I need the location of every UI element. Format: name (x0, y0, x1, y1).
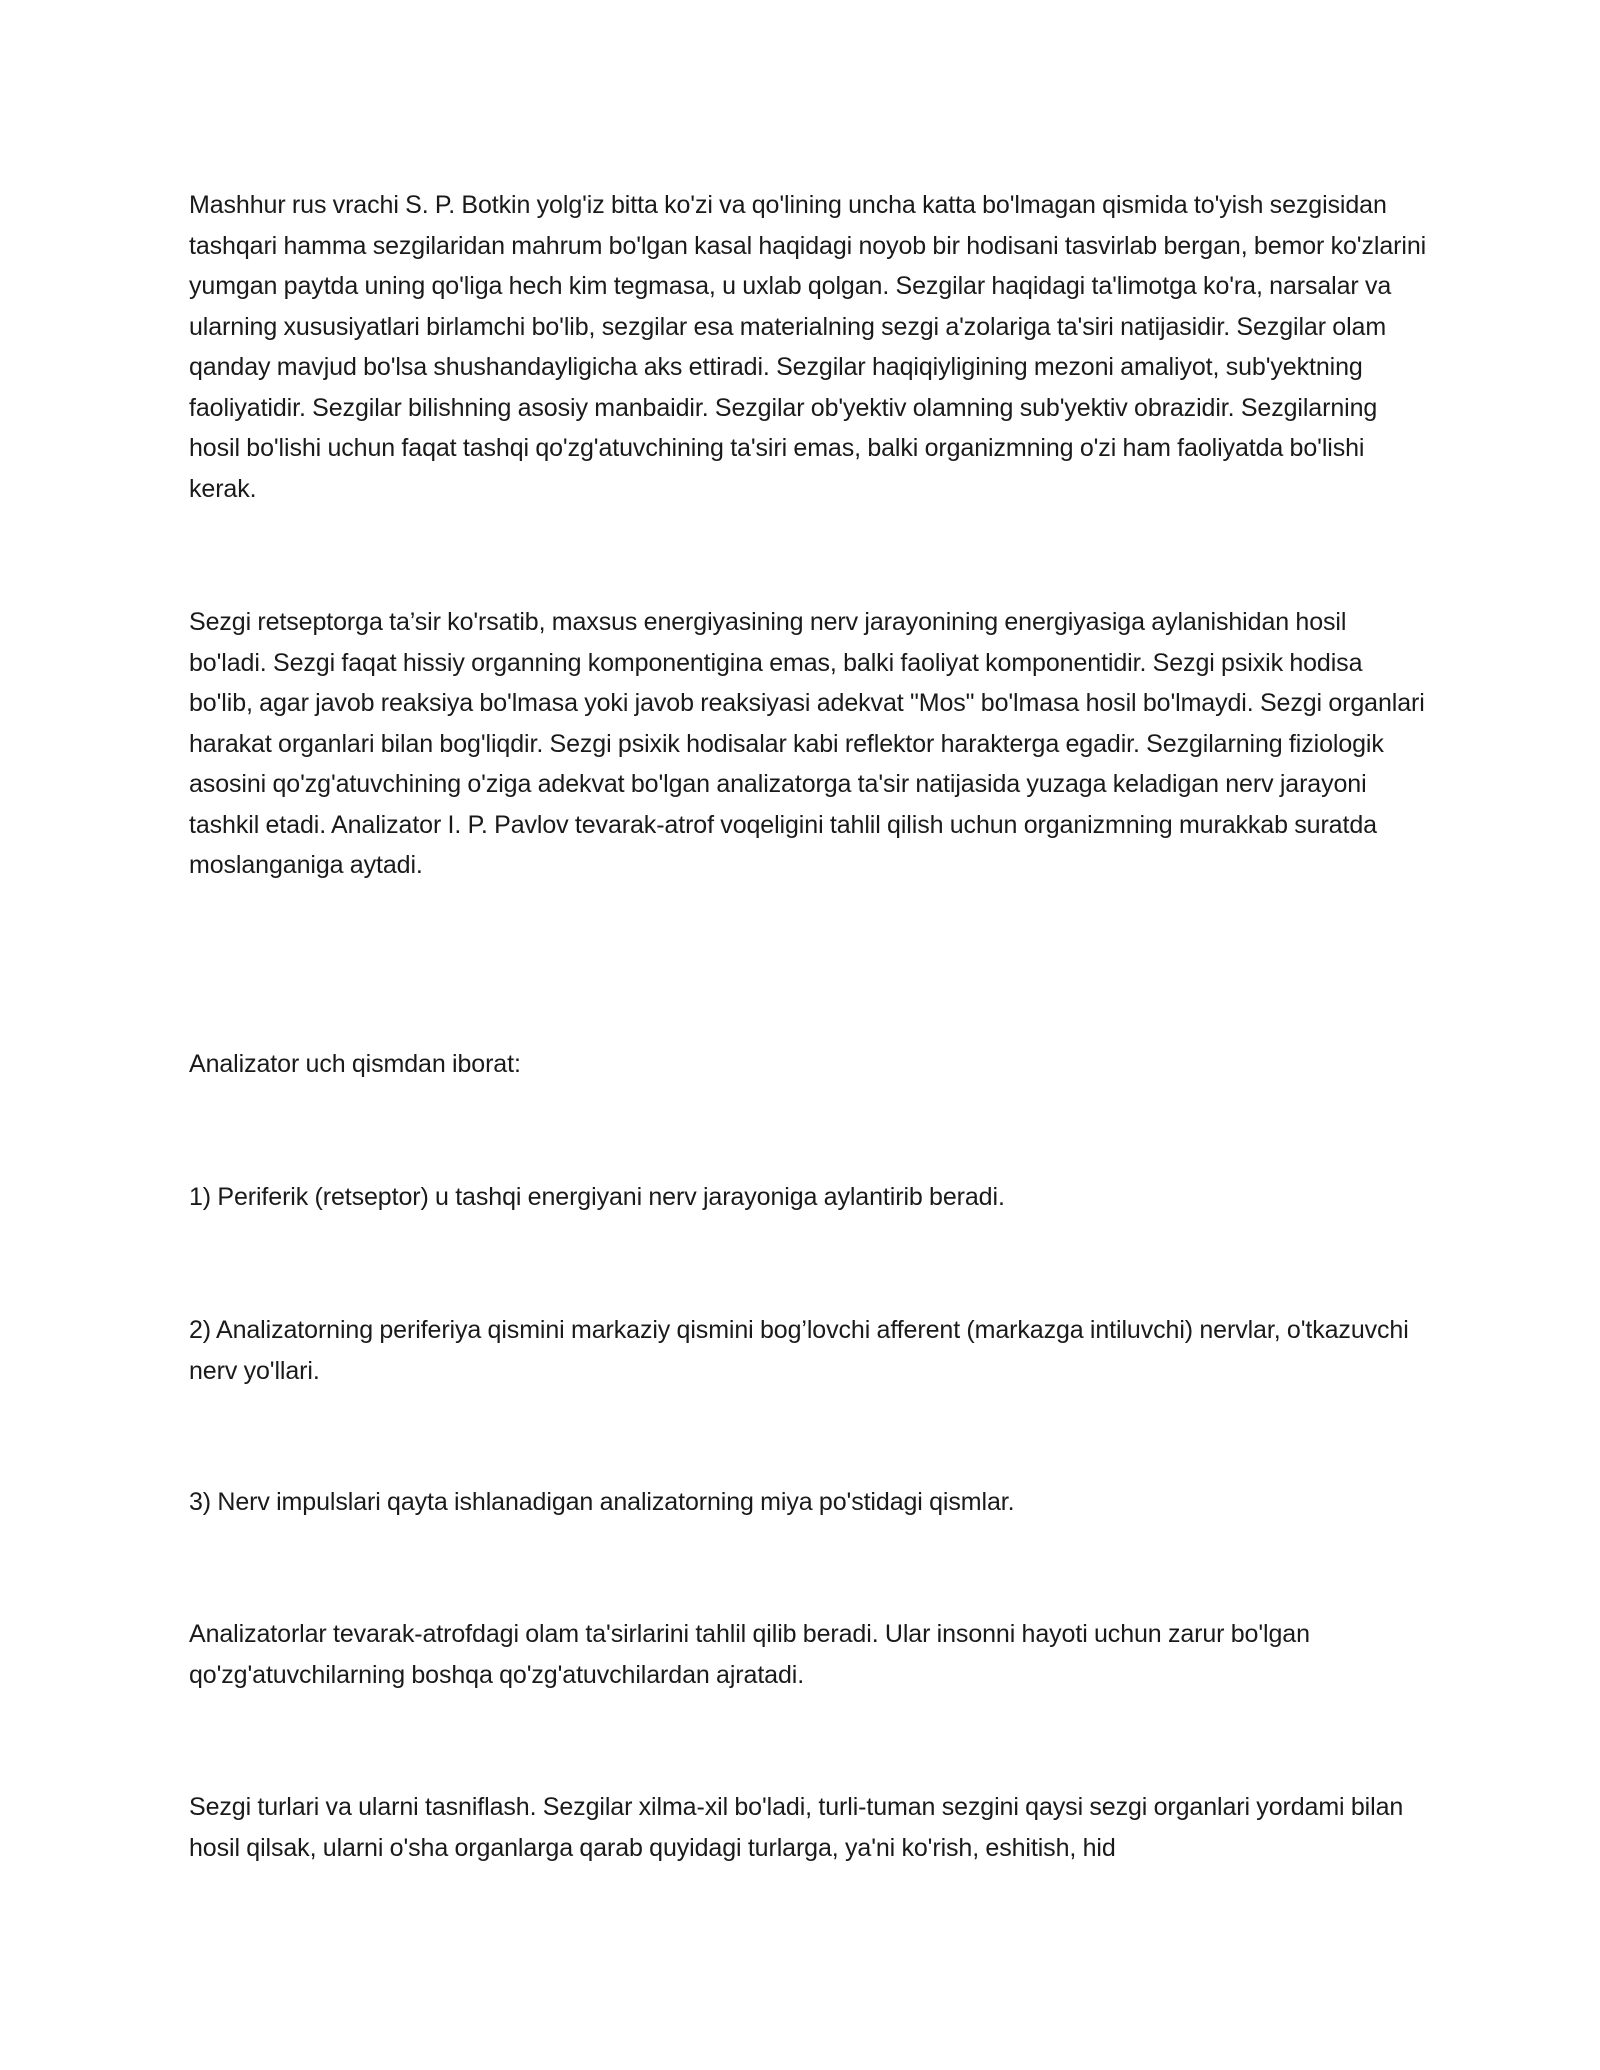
paragraph-analyzers-function: Analizatorlar tevarak-atrofdagi olam ta'sirlarini tahlil qilib beradi. Ular insonni hayoti uchun zarur bo'lgan qo'zg'atuvchilarning boshqa qo'zg'atuvchilardan ajratadi. (189, 1620, 1310, 1689)
list-item-cortex-parts: 3) Nerv impulslari qayta ishlanadigan analizatorning miya po'stidagi qismlar. (189, 1488, 1015, 1516)
paragraph-botkin-case: Mashhur rus vrachi S. P. Botkin yolg'iz bitta ko'zi va qo'lining uncha katta bo'lmagan qismida to'yish sezgisidan tashqari hamma sezgilaridan mahrum bo'lgan kasal haqidagi noyob bir hodisani tasvirlab bergan, bemor ko'zlarini yumgan paytda uning qo'liga hech kim tegmasa, u uxlab qolgan. Sezgilar haqidagi ta'limotga ko'ra, narsalar va ularning xususiyatlari birlamchi bo'lib, sezgilar esa materialning sezgi a'zolariga ta'siri natijasidir. Sezgilar olam qanday mavjud bo'lsa shushandayligicha aks ettiradi. Sezgilar haqiqiyligining mezoni amaliyot, sub'yektning faoliyatidir. Sezgilar bilishning asosiy manbaidir. Sezgilar ob'yektiv olamning sub'yektiv obrazidir. Sezgilarning hosil bo'lishi uchun faqat tashqi qo'zg'atuvchining ta'siri emas, balki organizmning o'zi ham faoliyatda bo'lishi kerak. (189, 191, 1427, 503)
paragraph-sensation-receptor: Sezgi retseptorga ta’sir ko'rsatib, maxsus energiyasining nerv jarayonining energiyasiga aylanishidan hosil bo'ladi. Sezgi faqat hissiy organning komponentigina emas, balki faoliyat komponentidir. Sezgi psixik hodisa bo'lib, agar javob reaksiya bo'lmasa yoki javob reaksiyasi adekvat "Mos" bo'lmasa hosil bo'lmaydi. Sezgi organlari harakat organlari bilan bog'liqdir. Sezgi psixik hodisalar kabi reflektor harakterga egadir. Sezgilarning fiziologik asosini qo'zg'atuvchining o'ziga adekvat bo'lgan analizatorga ta'sir natijasida yuzaga keladigan nerv jarayoni tashkil etadi. Analizator I. P. Pavlov tevarak-atrof voqeligini tahlil qilish uchun organizmning murakkab suratda moslanganiga aytadi. (189, 608, 1425, 879)
list-item-afferent-nerves: 2) Analizatorning periferiya qismini markaziy qismini bog’lovchi afferent (markazga intiluvchi) nervlar, o'tkazuvchi nerv yo'llari. (189, 1316, 1409, 1385)
paragraph-analyzer-parts-intro: Analizator uch qismdan iborat: (189, 1050, 521, 1078)
list-item-peripheral: 1) Periferik (retseptor) u tashqi energiyani nerv jarayoniga aylantirib beradi. (189, 1183, 1005, 1211)
paragraph-sensation-types: Sezgi turlari va ularni tasniflash. Sezgilar xilma-xil bo'ladi, turli-tuman sezgini qaysi sezgi organlari yordami bilan hosil qilsak, ularni o'sha organlarga qarab quyidagi turlarga, ya'ni ko'rish, eshitish, hid (189, 1793, 1404, 1862)
